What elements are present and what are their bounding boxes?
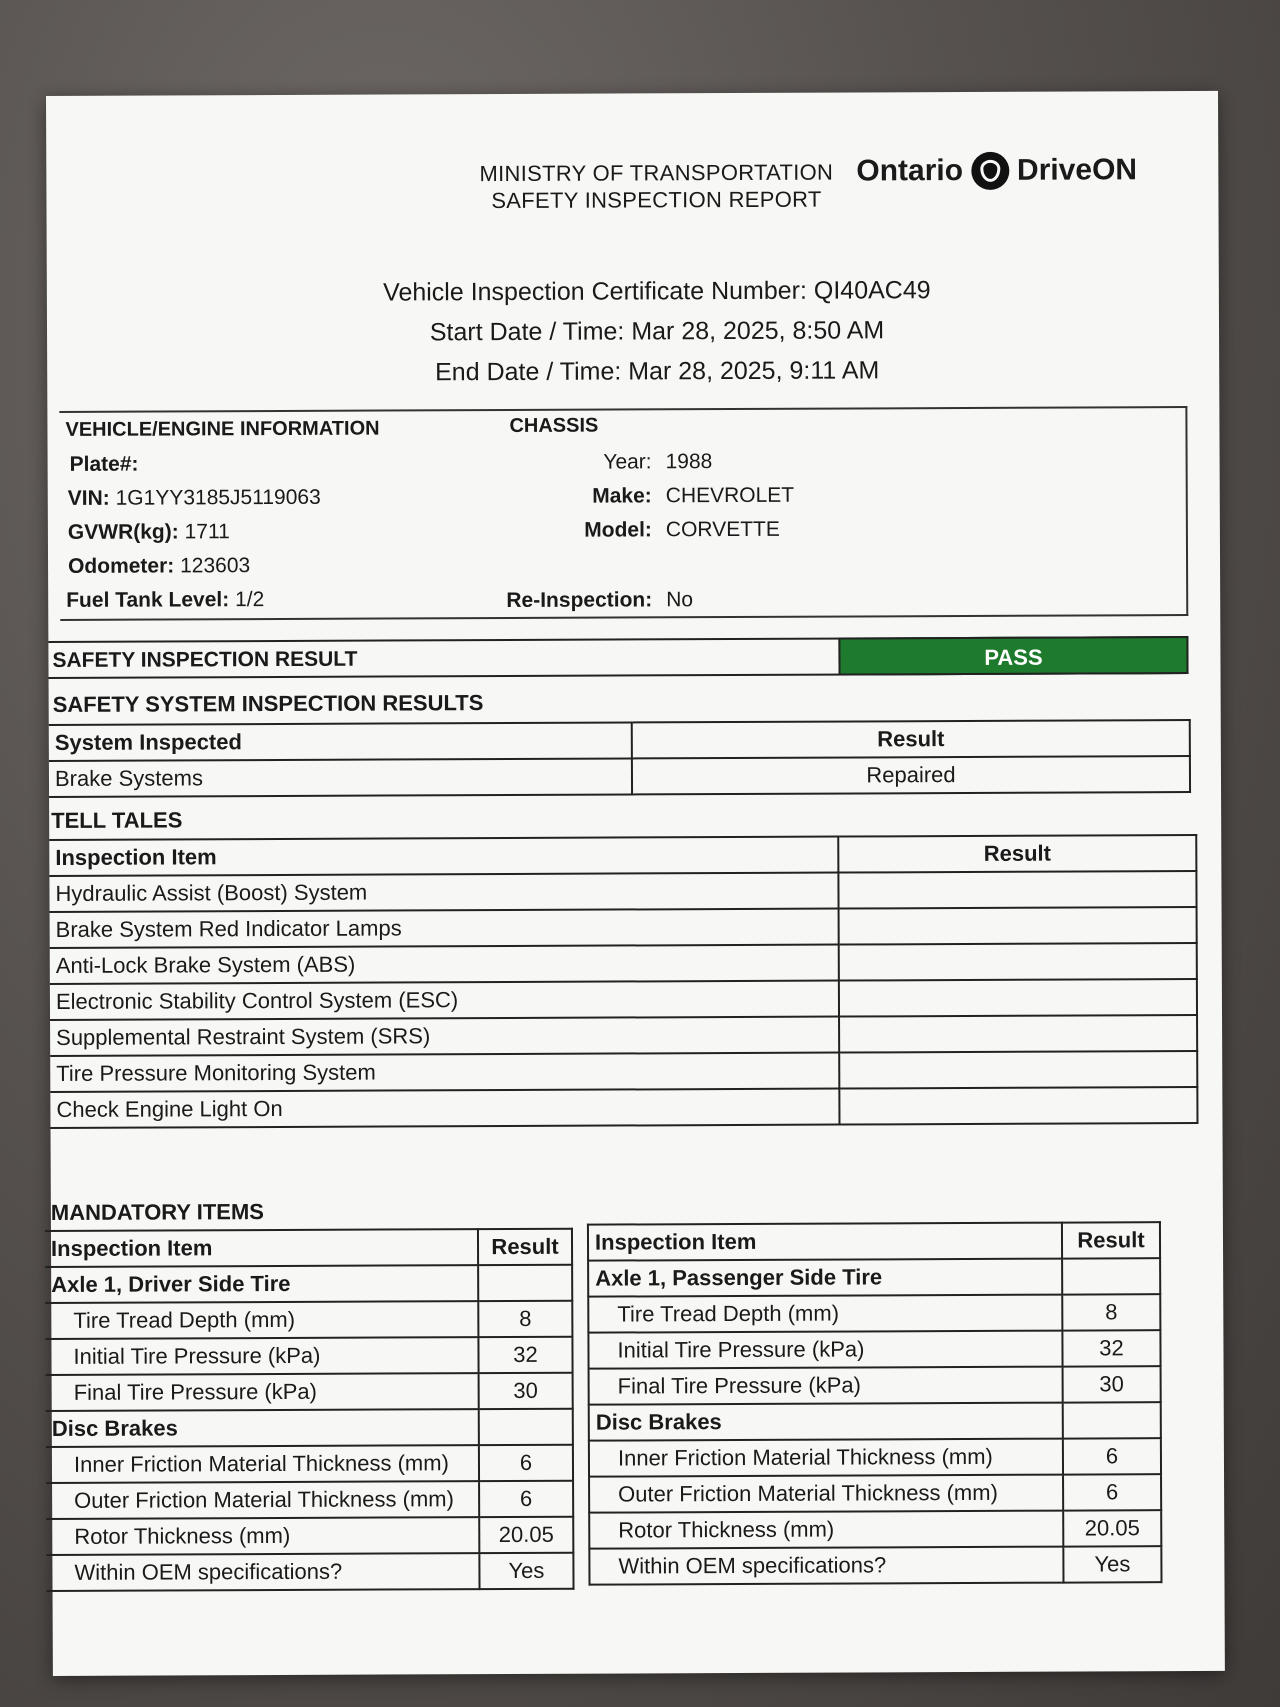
reinspection-value: No (666, 588, 694, 612)
tell-tale-result (838, 871, 1196, 909)
tell-tale-item: Anti-Lock Brake System (ABS) (50, 945, 839, 984)
table-row (50, 979, 1197, 1020)
table-row (49, 871, 1196, 912)
odometer-row (68, 548, 250, 585)
tell-tale-item: Hydraulic Assist (Boost) System (49, 873, 838, 912)
group-disc-brakes: Disc Brakes (46, 1409, 479, 1447)
item-result (1063, 1402, 1161, 1438)
model-label: Model: (584, 518, 652, 542)
item-label: Initial Tire Pressure (kPa) (45, 1337, 478, 1375)
tell-tales-title: TELL TALES (51, 807, 183, 833)
item-label: Within OEM specifications? (589, 1547, 1063, 1585)
item-label: Outer Friction Material Thickness (mm) (589, 1475, 1063, 1513)
tell-tale-result (839, 943, 1197, 981)
table-row (46, 1517, 573, 1555)
item-label: Rotor Thickness (mm) (589, 1511, 1063, 1549)
vin-value: 1G1YY3185J5119063 (115, 485, 321, 510)
vehicle-info-box (59, 406, 1188, 621)
mandatory-right-header-row (588, 1222, 1160, 1260)
item-result: Yes (1063, 1546, 1161, 1582)
table-row (50, 1051, 1197, 1092)
table-row (50, 1015, 1197, 1056)
table-row (588, 1258, 1160, 1296)
item-label: Outer Friction Material Thickness (mm) (46, 1481, 479, 1519)
mandatory-left-table (45, 1228, 575, 1592)
col-result: Result (1062, 1222, 1160, 1258)
item-result: 32 (478, 1337, 572, 1373)
table-row (45, 1265, 572, 1303)
item-result: 8 (1062, 1294, 1160, 1330)
item-result (478, 1265, 572, 1301)
item-label: Within OEM specifications? (46, 1553, 479, 1591)
tell-tales-table (49, 834, 1198, 1129)
table-row (50, 1087, 1197, 1128)
make-value: CHEVROLET (665, 483, 795, 508)
item-result: 20.05 (1063, 1510, 1161, 1546)
table-row (589, 1474, 1161, 1512)
tell-tale-item: Tire Pressure Monitoring System (50, 1053, 839, 1092)
item-label: Initial Tire Pressure (kPa) (588, 1331, 1062, 1369)
item-result (479, 1409, 573, 1445)
fuel-value: 1/2 (234, 588, 265, 612)
item-result: 6 (1063, 1474, 1161, 1510)
report-header (446, 158, 866, 214)
table-row (49, 756, 1190, 797)
certificate-info (247, 270, 1068, 394)
item-label: Final Tire Pressure (kPa) (46, 1373, 479, 1411)
col-system-inspected: System Inspected (49, 722, 632, 761)
item-result: 6 (1063, 1438, 1161, 1474)
reinspection-label: Re-Inspection: (506, 588, 653, 612)
plate-label: Plate#: (69, 452, 139, 476)
tell-tale-item: Supplemental Restraint System (SRS) (50, 1017, 839, 1056)
report-title: SAFETY INSPECTION REPORT (491, 186, 822, 214)
table-row (588, 1294, 1160, 1332)
table-row (46, 1445, 573, 1483)
chassis-section-title: CHASSIS (509, 414, 599, 437)
system-name: Brake Systems (49, 758, 632, 797)
item-result: 32 (1062, 1330, 1160, 1366)
table-row (50, 943, 1197, 984)
safety-system-table (49, 719, 1191, 798)
logo-ontario-text: Ontario (856, 153, 964, 188)
year-value: 1988 (665, 450, 713, 474)
safety-system-header-row (49, 720, 1190, 761)
table-row (589, 1546, 1161, 1584)
table-row (45, 1301, 572, 1339)
safety-system-title: SAFETY SYSTEM INSPECTION RESULTS (52, 690, 484, 717)
tell-tale-result (839, 1015, 1197, 1053)
col-inspection-item: Inspection Item (45, 1229, 478, 1267)
table-row (588, 1330, 1160, 1368)
item-result: 6 (479, 1445, 573, 1481)
mandatory-right-table (587, 1221, 1163, 1586)
col-result: Result (478, 1229, 572, 1265)
inspection-report-paper (46, 91, 1225, 1676)
table-row (589, 1366, 1161, 1404)
item-label: Tire Tread Depth (mm) (45, 1301, 478, 1339)
table-row (589, 1402, 1161, 1440)
item-result: 30 (1063, 1366, 1161, 1402)
table-row (50, 907, 1197, 948)
group-axle-driver: Axle 1, Driver Side Tire (45, 1265, 478, 1303)
tell-tale-result (839, 907, 1197, 945)
vin-label: VIN: (67, 486, 110, 510)
mandatory-items-title: MANDATORY ITEMS (50, 1199, 265, 1225)
model-value: CORVETTE (665, 517, 780, 542)
table-row (46, 1481, 573, 1519)
table-row (45, 1337, 572, 1375)
safety-result-label: SAFETY INSPECTION RESULT (52, 647, 358, 672)
table-row (46, 1409, 573, 1447)
safety-result-bar (48, 636, 1188, 679)
year-label: Year: (603, 450, 652, 474)
item-label: Inner Friction Material Thickness (mm) (46, 1445, 479, 1483)
gvwr-label: GVWR(kg): (67, 520, 179, 544)
table-row (589, 1438, 1161, 1476)
table-row (589, 1510, 1161, 1548)
table-row (46, 1553, 573, 1591)
tell-tale-item: Check Engine Light On (50, 1089, 839, 1128)
item-result: 30 (479, 1373, 573, 1409)
ontario-driveon-logo (856, 151, 1137, 190)
tell-tale-result (839, 1087, 1197, 1125)
tell-tale-result (839, 1051, 1197, 1089)
trillium-icon (971, 152, 1009, 190)
group-axle-passenger: Axle 1, Passenger Side Tire (588, 1259, 1062, 1297)
col-result: Result (838, 835, 1196, 873)
group-disc-brakes: Disc Brakes (589, 1403, 1063, 1441)
system-result: Repaired (632, 756, 1190, 794)
table-row (46, 1373, 573, 1411)
start-datetime: Start Date / Time: Mar 28, 2025, 8:50 AM (429, 316, 885, 347)
plate-row (70, 447, 139, 483)
odometer-label: Odometer: (68, 554, 175, 578)
logo-driveon-text: DriveON (1016, 153, 1138, 187)
fuel-label: Fuel Tank Level: (66, 588, 230, 612)
certificate-number: Vehicle Inspection Certificate Number: QI40AC49 (383, 276, 931, 307)
vin-row (68, 480, 321, 517)
item-result: 20.05 (479, 1517, 573, 1553)
tell-tale-result (839, 979, 1197, 1017)
item-result: 8 (478, 1301, 572, 1337)
ministry-title: MINISTRY OF TRANSPORTATION (479, 159, 834, 187)
item-result: Yes (479, 1553, 573, 1589)
end-datetime: End Date / Time: Mar 28, 2025, 9:11 AM (435, 356, 880, 387)
item-label: Inner Friction Material Thickness (mm) (589, 1439, 1063, 1477)
item-label: Tire Tread Depth (mm) (588, 1295, 1062, 1333)
tell-tales-header-row (49, 835, 1196, 876)
col-inspection-item: Inspection Item (49, 837, 838, 876)
gvwr-value: 1711 (184, 520, 230, 544)
mandatory-left-header-row (45, 1229, 572, 1267)
gvwr-row (68, 514, 230, 551)
make-label: Make: (592, 484, 652, 508)
item-label: Final Tire Pressure (kPa) (589, 1367, 1063, 1405)
tell-tale-item: Brake System Red Indicator Lamps (50, 909, 839, 948)
col-result: Result (632, 720, 1190, 758)
item-label: Rotor Thickness (mm) (46, 1517, 479, 1555)
col-inspection-item: Inspection Item (588, 1223, 1062, 1261)
pass-badge: PASS (838, 636, 1188, 676)
odometer-value: 123603 (180, 554, 251, 578)
item-result: 6 (479, 1481, 573, 1517)
tell-tale-item: Electronic Stability Control System (ESC) (50, 981, 839, 1020)
vehicle-section-title: VEHICLE/ENGINE INFORMATION (65, 417, 380, 441)
item-result (1062, 1258, 1160, 1294)
fuel-row (66, 582, 264, 619)
